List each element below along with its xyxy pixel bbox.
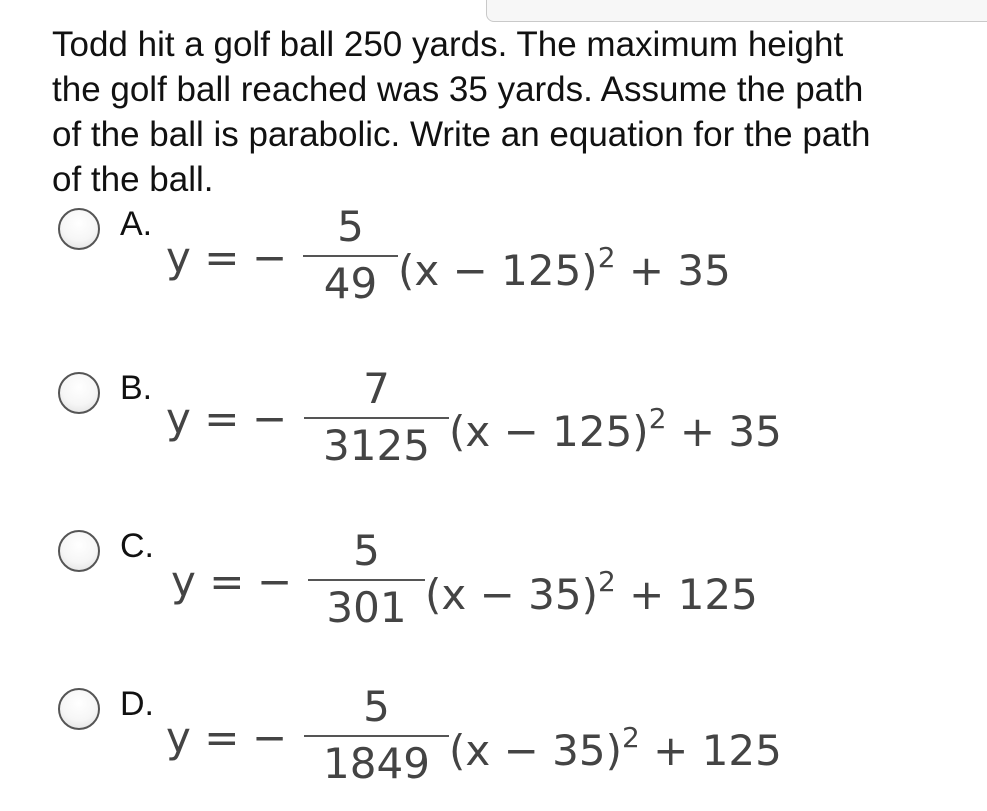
choice-d-numerator: 5 — [363, 682, 390, 731]
choice-d-fraction-bar — [304, 735, 449, 737]
choice-d-radio[interactable] — [58, 688, 100, 730]
choice-b-binomial-term — [449, 395, 782, 456]
choice-a-minus: − — [252, 233, 288, 282]
choice-d-minus: − — [252, 713, 288, 762]
choice-c-letter: C. — [120, 527, 154, 565]
choice-b-equation — [166, 364, 926, 492]
choice-d[interactable] — [58, 682, 958, 808]
choice-a-letter: A. — [120, 205, 153, 243]
choice-c-fraction — [308, 526, 425, 632]
choice-c[interactable] — [58, 526, 958, 650]
question-text: Todd hit a golf ball 250 yards. The maximum height the golf ball reached was 35 yards. Assume the path of the ball is parabolic. Write an equation for the path of the ball. — [52, 25, 871, 199]
choice-c-fraction-bar — [308, 579, 425, 581]
choice-a-equation — [166, 202, 866, 328]
choice-c-binomial: (x − 35) — [425, 570, 598, 619]
choice-a[interactable] — [58, 202, 958, 328]
choice-a-binomial: (x − 125) — [398, 246, 598, 295]
choice-a-fraction — [303, 202, 398, 308]
choice-a-radio[interactable] — [58, 208, 100, 250]
choice-b-fraction — [304, 364, 449, 470]
choice-a-denominator: 49 — [323, 259, 378, 308]
choice-a-binomial-term — [398, 234, 731, 295]
choice-b-radio[interactable] — [58, 372, 100, 414]
choice-c-denominator: 301 — [326, 583, 407, 632]
choice-d-lhs: y = — [166, 713, 240, 762]
choice-c-constant: + 125 — [629, 570, 758, 619]
choice-d-exponent: 2 — [621, 721, 640, 754]
choice-d-binomial: (x − 35) — [449, 726, 622, 775]
choice-c-equation — [171, 526, 901, 650]
choice-d-equation — [166, 682, 926, 808]
choice-a-exponent: 2 — [597, 241, 616, 274]
choice-a-lhs: y = — [166, 233, 240, 282]
choice-b-fraction-bar — [304, 417, 449, 419]
choice-b-lhs: y = — [166, 394, 240, 443]
choice-c-lhs: y = — [171, 557, 245, 606]
choice-b-minus: − — [252, 394, 288, 443]
top-panel-edge — [486, 0, 987, 22]
choice-c-minus: − — [257, 557, 293, 606]
choice-d-denominator: 1849 — [323, 739, 430, 788]
choice-a-fraction-bar — [303, 255, 398, 257]
choice-c-numerator: 5 — [353, 526, 380, 575]
choice-b-exponent: 2 — [648, 402, 667, 435]
choice-b-denominator: 3125 — [323, 421, 430, 470]
choice-b-numerator: 7 — [363, 364, 390, 413]
choice-d-binomial-term — [449, 714, 782, 775]
choice-d-constant: + 125 — [653, 726, 782, 775]
choice-b[interactable] — [58, 364, 958, 492]
choice-d-letter: D. — [120, 685, 154, 723]
choice-b-constant: + 35 — [679, 407, 782, 456]
choice-b-letter: B. — [120, 369, 153, 407]
choice-d-fraction — [304, 682, 449, 788]
choice-a-numerator: 5 — [337, 202, 364, 251]
choice-a-constant: + 35 — [628, 246, 731, 295]
choice-c-radio[interactable] — [58, 530, 100, 572]
choice-c-exponent: 2 — [597, 565, 616, 598]
choice-c-binomial-term — [425, 558, 758, 619]
choice-b-binomial: (x − 125) — [449, 407, 649, 456]
